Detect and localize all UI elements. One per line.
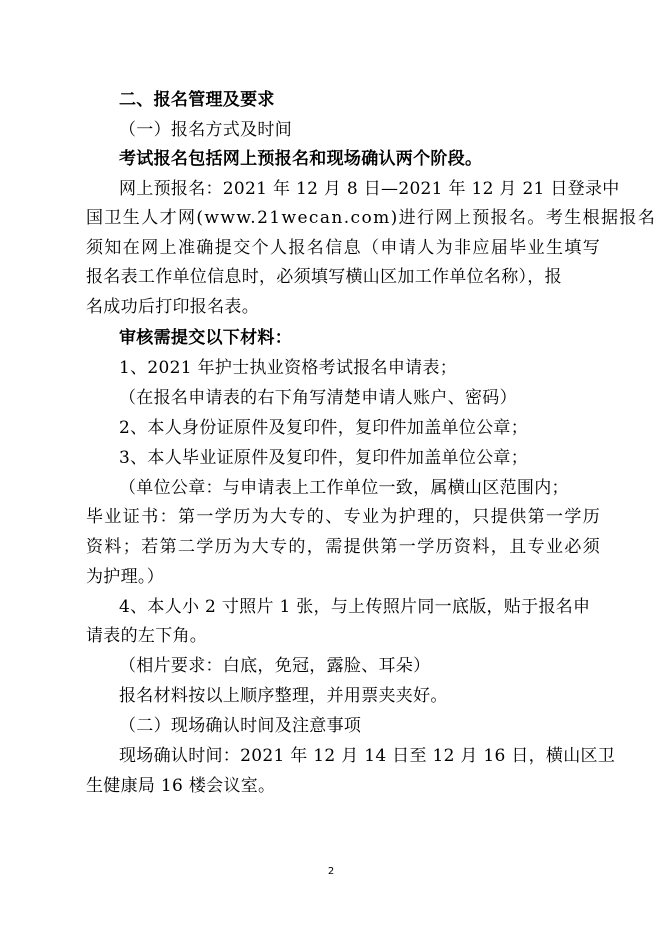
- material-item: 1、2021 年护士执业资格考试报名申请表；: [119, 358, 458, 378]
- material-note: （相片要求：白底，免冠，露脸、耳朵）: [119, 656, 431, 676]
- material-note: 毕业证书：第一学历为大专的、专业为护理的，只提供第一学历: [86, 507, 602, 527]
- section-heading: 二、报名管理及要求: [119, 90, 275, 110]
- registration-stages-statement: 考试报名包括网上预报名和现场确认两个阶段。: [119, 149, 483, 169]
- subheading-registration-method: （一）报名方式及时间: [119, 120, 292, 140]
- material-note: （在报名申请表的右下角写清楚申请人账户、密码）: [119, 388, 517, 408]
- paragraph-line: 生健康局 16 楼会议室。: [86, 776, 276, 796]
- paragraph-line: 报名表工作单位信息时，必须填写横山区加工作单位名称），报: [86, 267, 562, 287]
- paragraph-line: 现场确认时间：2021 年 12 月 14 日至 12 月 16 日，横山区卫: [119, 746, 616, 766]
- paragraph-line: 网上预报名：2021 年 12 月 8 日—2021 年 12 月 21 日登录中: [119, 179, 620, 199]
- paragraph-line: 名成功后打印报名表。: [86, 297, 259, 317]
- page-number: 2: [327, 866, 335, 877]
- materials-heading: 审核需提交以下材料：: [119, 328, 292, 348]
- material-note: 资料；若第二学历为大专的，需提供第一学历资料，且专业必须: [86, 537, 602, 557]
- material-item: 请表的左下角。: [86, 626, 208, 646]
- material-item: 3、本人毕业证原件及复印件，复印件加盖单位公章；: [119, 448, 529, 468]
- subheading-onsite-confirmation: （二）现场确认时间及注意事项: [119, 716, 362, 736]
- paragraph-line: 国卫生人才网(www.21wecan.com)进行网上预报名。考生根据报名: [86, 208, 657, 228]
- material-note: （单位公章：与申请表上工作单位一致，属横山区范围内；: [119, 478, 569, 498]
- material-item: 4、本人小 2 寸照片 1 张，与上传照片同一底版，贴于报名申: [119, 597, 591, 617]
- material-instruction: 报名材料按以上顺序整理，并用票夹夹好。: [119, 686, 448, 706]
- paragraph-line: 须知在网上准确提交个人报名信息（申请人为非应届毕业生填写: [86, 238, 602, 258]
- material-note: 为护理。）: [86, 567, 164, 587]
- material-item: 2、本人身份证原件及复印件，复印件加盖单位公章；: [119, 418, 529, 438]
